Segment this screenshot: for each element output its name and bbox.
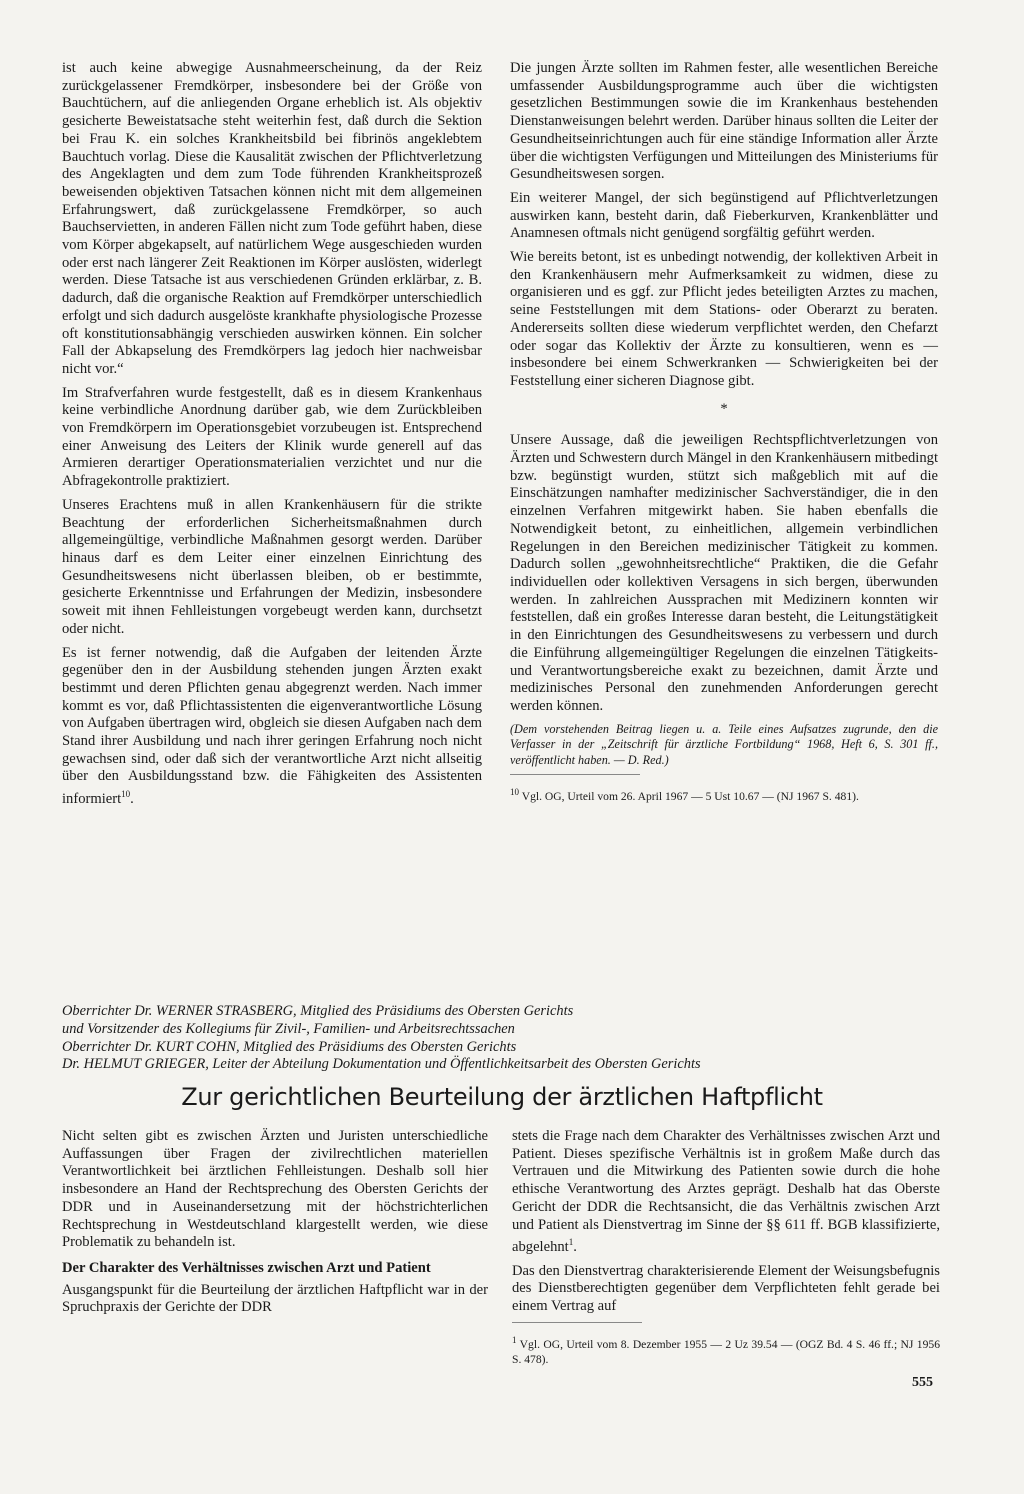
- paragraph: Nicht selten gibt es zwischen Ärzten und Juristen unterschiedliche Auffassungen über Fragen der zivilrechtlichen materiellen Verantwortlichkeit bei ärztlichen Fehlleistungen. Deshalb soll hier insbesondere an Hand der Rechtsprechung des Obersten Gerichts der DDR und in Auseinandersetzung mit der höchstrichterlichen Rechtsprechung in Westdeutschland klargestellt werden, wie diese Problematik zu behandeln ist.: [62, 1128, 488, 1251]
- footnote: [510, 785, 938, 804]
- paragraph: ist auch keine abwegige Ausnahmeerscheinung, da der Reiz zurückgelassener Fremdkörper, insbesondere bei der Größe von Bauchtüchern, auf die anliegenden Organe erheblich ist. Als objektiv gesicherte Beweistatsache steht weiterhin fest, daß durch die Sektion bei Frau K. ein solches Krankheitsbild bei fibrinös angeklebtem Bauchtuch vorlag. Diese die Kausalität zwischen der Pflichtverletzung des Angeklagten und dem zum Tode führenden Krankheitsprozeß beweisenden objektiven Tatsachen können nicht mit dem allgemeinen Erfahrungswert, daß zurückgelassene Fremdkörper, so auch Bauchservietten, in anderen Fällen nicht zum Tode geführt haben, diese vom Körper abgekapselt, auf natürlichem Wege ausgeschieden wurden oder erst nach längerer Zeit Reaktionen im Körper auslösten, widerlegt werden. Diese Tatsache ist aus verschiedenen Gründen erklärbar, z. B. dadurch, daß die organische Reaktion auf Fremdkörper unterschiedlich erfolgt und sich dadurch ausgelöste krankhafte physiologische Prozesse oft konstitutionsabhängig verschieden auswirken können. Ein solcher Fall der Abkapselung des Fremdkörpers lag jedoch hier nachweisbar nicht vor.“: [62, 60, 482, 377]
- paragraph: Das den Dienstvertrag charakterisierende Element der Weisungsbefugnis des Dienstberechtigten gegenüber dem Verpflichteten fehlt gerade bei einem Vertrag auf: [512, 1262, 940, 1315]
- paragraph: Wie bereits betont, ist es unbedingt notwendig, der kollektiven Arbeit in den Krankenhäusern mehr Aufmerksamkeit zu widmen, diese zu organisieren und es ggf. zur Pflicht jedes beteiligten Arztes zu machen, seine Feststellungen mit dem Stations- oder Oberarzt zu beraten. Andererseits sollten diese wiederum verpflichtet werden, den Chefarzt oder sogar das Kollektiv der Ärzte zu konsultieren, wenn es — insbesondere bei einem Schwerkranken — Schwierigkeiten bei der Feststellung einer sicheren Diagnose gibt.: [510, 249, 938, 389]
- author-block: [62, 1003, 942, 1074]
- column-top-right: [510, 60, 938, 810]
- section-separator: *: [720, 400, 728, 417]
- paragraph-text: stets die Frage nach dem Charakter des Verhältnisses zwischen Arzt und Patient. Dieses spezifische Verhältnis ist in großem Maße durch das Vertrauen und die Mitwirkung des Patienten sowie durch die hohe ethische Verantwortung des Arztes geprägt. Deshalb hat das Oberste Gericht der DDR die Rechtsansicht, die das Verhältnis zwischen Arzt und Patient als Dienstvertrag im Sinne der §§ 611 ff. BGB klassifizierte, abgelehnt: [512, 1128, 940, 1256]
- author-line: Oberrichter Dr. WERNER STRASBERG, Mitglied des Präsidiums des Obersten Gerichts: [62, 1003, 574, 1019]
- footnote-text: Vgl. OG, Urteil vom 8. Dezember 1955 — 2 Uz 39.54 — (OGZ Bd. 4 S. 46 ff.; NJ 1956 S. 478).: [512, 1337, 940, 1366]
- editor-note: (Dem vorstehenden Beitrag liegen u. a. Teile eines Aufsatzes zugrunde, den die Verfasser in der „Zeitschrift für ärztliche Fortbildung“ 1968, Heft 6, S. 301 ff., veröffentlicht haben. — D. Red.): [510, 721, 938, 767]
- author-line: Oberrichter Dr. KURT COHN, Mitglied des Präsidiums des Obersten Gerichts: [62, 1038, 517, 1055]
- column-bottom-left: [62, 1128, 488, 1323]
- footnote-ref: 1: [568, 1237, 574, 1248]
- article-title: Zur gerichtlichen Beurteilung der ärztlichen Haftpflicht: [181, 1083, 823, 1111]
- footnote-number: 1: [512, 1334, 517, 1345]
- footnote: [512, 1333, 940, 1367]
- paragraph: Unseres Erachtens muß in allen Krankenhäusern für die strikte Beachtung der erforderlichen Sicherheitsmaßnahmen durch allgemeingültige, verbindliche Maßnahmen gesorgt werden. Darüber hinaus darf es dem Leiter einer einzelnen Einrichtung des Gesundheitswesens nicht überlassen bleiben, ob er bestimmte, gesicherte Erkenntnisse und Erfahrungen der Medizin, insbesondere soweit mit ihnen Fehlleistungen vorgebeugt werden kann, durchsetzt oder nicht.: [62, 496, 482, 637]
- footnote-number: 10: [510, 787, 519, 798]
- paragraph: Die jungen Ärzte sollten im Rahmen fester, alle wesentlichen Bereiche umfassender Ausbildungsprogramme auch über die wichtigsten gesetzlichen Bestimmungen sowie die im Krankenhaus bestehenden Dienstanweisungen belehrt werden. Darüber hinaus sollten die Leiter der Gesundheitseinrichtungen auch für eine ständige Information aller Ärzte über die wichtigsten Verfügungen und Mitteilungen des Ministeriums für Gesundheitswesen sorgen.: [510, 60, 938, 183]
- author-line: Dr. HELMUT GRIEGER, Leiter der Abteilung Dokumentation und Öffentlichkeitsarbeit des Obersten Gerichts: [62, 1056, 701, 1073]
- paragraph-text: Es ist ferner notwendig, daß die Aufgaben der leitenden Ärzte gegenüber den in der Ausbildung stehenden jungen Ärzten exakt bestimmt und deren Pflichten genau abgegrenzt werden. Nach immer kommt es vor, daß Pflichtassistenten die eigenverantwortliche Lösung von Aufgaben übertragen wird, obgleich sie diesen Aufgaben nach dem Stand ihrer Ausbildung und nach ihrer geringen Erfahrung noch nicht gewachsen sind, oder daß sich der verantwortliche Arzt nicht allseitig über den Ausbildungsstand bzw. die Fähigkeiten des Assistenten informiert: [62, 644, 482, 807]
- paragraph: Unsere Aussage, daß die jeweiligen Rechtspflichtverletzungen von Ärzten und Schwestern durch Mängel in den Krankenhäusern mitbedingt bzw. begünstigt wurden, stützt sich maßgeblich mit auf die Einschätzungen namhafter medizinischer Sachverständiger, die in den einzelnen Verfahren mitgewirkt haben. Sie haben ebenfalls die Notwendigkeit betont, zu einheitlichen, allgemein verbindlichen Regelungen in den Bereichen medizinischer Tätigkeit zu kommen. Dadurch sollen „gewohnheitsrechtliche“ Praktiken, die die Gefahr individuellen oder kollektiven Versagens in sich bergen, überwunden werden. In zahlreichen Aussprachen mit Medizinern konnten wir feststellen, daß ein großes Interesse daran besteht, die Leitungstätigkeit in den Einrichtungen des Gesundheitswesens zu verbessern und durch die Einführung allgemeingültiger Regelungen die einzelnen Tätigkeits- und Verantwortungsbereiche exakt zu bezeichnen, damit Ärzte und medizinisches Personal den zunehmenden Anforderungen gerecht werden können.: [510, 432, 938, 714]
- footnote-ref: 10: [121, 789, 131, 800]
- section-heading: Der Charakter des Verhältnisses zwischen Arzt und Patient: [62, 1259, 431, 1276]
- footnote-text: Vgl. OG, Urteil vom 26. April 1967 — 5 Ust 10.67 — (NJ 1967 S. 481).: [521, 789, 859, 803]
- column-top-left: [62, 60, 482, 815]
- paragraph: Ein weiterer Mangel, der sich begünstigend auf Pflichtverletzungen auswirken kann, besteht darin, daß Fieberkurven, Krankenblätter und Anamnesen oftmals nicht genügend sorgfältig geführt werden.: [510, 189, 938, 242]
- paragraph: Es ist ferner notwendig, daß die Aufgaben der leitenden Ärzte gegenüber den in der Ausbildung stehenden jungen Ärzten exakt bestimmt und deren Pflichten genau abgegrenzt werden. Nach immer kommt es vor, daß Pflichtassistenten die eigenverantwortliche Lösung von Aufgaben übertragen wird, obgleich sie diesen Aufgaben nach dem Stand ihrer Ausbildung und nach ihrer geringen Erfahrung noch nicht gewachsen sind, oder daß sich der verantwortliche Arzt nicht allseitig über den Ausbildungsstand bzw. die Fähigkeiten des Assistenten informiert$^{10}$.: [62, 644, 482, 807]
- page-number: 555: [912, 1375, 933, 1390]
- paragraph: Im Strafverfahren wurde festgestellt, daß es in diesem Krankenhaus keine verbindliche Anordnung darüber gab, wie dem Zurückbleiben von Fremdkörpern im Operationsgebiet vorzubeugen ist. Entsprechend einer Anweisung des Leiters der Klinik wurde generell auf das Armieren derartiger Operationsmaterialien verzichtet und nur die Abfragekontrolle praktiziert.: [62, 384, 482, 490]
- paragraph: Ausgangspunkt für die Beurteilung der ärztlichen Haftpflicht war in der Spruchpraxis der Gerichte der DDR: [62, 1281, 488, 1316]
- paragraph: stets die Frage nach dem Charakter des Verhältnisses zwischen Arzt und Patient. Dieses spezifische Verhältnis ist in großem Maße durch das Vertrauen und die Mitwirkung des Patienten sowie durch die hohe ethische Verantwortung des Arztes geprägt. Deshalb hat das Oberste Gericht der DDR die Rechtsansicht, die das Verhältnis zwischen Arzt und Patient als Dienstvertrag im Sinne der §§ 611 ff. BGB klassifizierte, abgelehnt$^1$.: [512, 1128, 940, 1256]
- footnote-divider: [512, 1322, 642, 1323]
- column-bottom-right: [512, 1128, 940, 1373]
- footnote-divider: [510, 774, 640, 775]
- author-line: und Vorsitzender des Kollegiums für Zivil-, Familien- und Arbeitsrechtssachen: [62, 1020, 515, 1037]
